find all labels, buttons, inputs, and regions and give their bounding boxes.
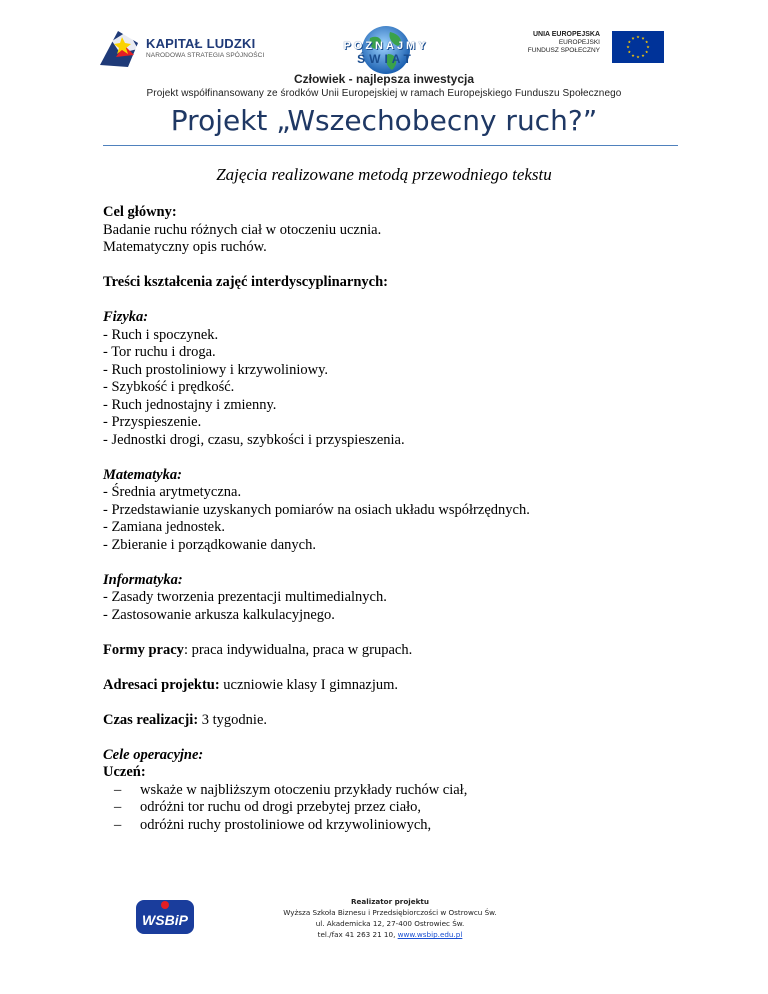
- physics-item: - Jednostki drogi, czasu, szybkości i przyspieszenia.: [103, 431, 405, 448]
- footer-title: Realizator projektu: [351, 897, 429, 906]
- eu-text-block: [500, 31, 600, 55]
- math-label: Matematyka:: [103, 466, 182, 483]
- eu-line-3: FUNDUSZ SPOŁECZNY: [527, 47, 600, 54]
- it-item: - Zasady tworzenia prezentacji multimedialnych.: [103, 589, 387, 605]
- main-goal-label: Cel główny:: [103, 204, 177, 220]
- footer-line-1: Wyższa Szkoła Biznesu i Przedsiębiorczości w Ostrowcu Św.: [283, 908, 497, 917]
- swiat-text: ŚWIAT: [357, 52, 415, 66]
- kapital-ludzki-subtitle: NARODOWA STRATEGIA SPÓJNOŚCI: [146, 52, 265, 59]
- main-goal-line: Matematyczny opis ruchów.: [103, 239, 267, 255]
- eu-line-2: EUROPEJSKI: [558, 39, 600, 46]
- addressees-value: uczniowie klasy I gimnazjum.: [219, 676, 399, 693]
- operational-goal-item: [103, 782, 683, 800]
- eu-line-1: UNIA EUROPEJSKA: [532, 31, 600, 38]
- duration-label: Czas realizacji:: [103, 711, 199, 728]
- footer-line-3: [240, 929, 540, 940]
- operational-goal-item: [103, 799, 683, 817]
- it-item: - Zastosowanie arkusza kalkulacyjnego.: [103, 606, 335, 623]
- content-heading: Treści kształcenia zajęć interdyscyplinarnych:: [103, 274, 388, 290]
- document-title: Projekt „Wszechobecny ruch?”: [170, 104, 598, 137]
- operational-goal-item: [103, 817, 683, 835]
- duration: [103, 712, 683, 730]
- tagline: Człowiek - najlepsza inwestycja: [293, 72, 475, 86]
- dash-bullet: –: [114, 781, 122, 798]
- document-body: [103, 204, 683, 834]
- footer-phone: tel./fax 41 263 21 10,: [317, 930, 398, 939]
- it-label: Informatyka:: [103, 571, 183, 588]
- operational-goals-label: Cele operacyjne:: [103, 746, 204, 763]
- physics-label: Fizyka:: [103, 309, 149, 325]
- physics-item: - Szybkość i prędkość.: [103, 379, 235, 395]
- dash-bullet: –: [114, 799, 122, 815]
- physics-item: - Ruch jednostajny i zmienny.: [103, 396, 277, 413]
- wsbip-logo: [134, 896, 196, 938]
- addressees: [103, 677, 683, 695]
- poznajmy-text: POZNAJMY: [343, 40, 429, 52]
- wsbip-logo-text: WSBiP: [142, 912, 188, 928]
- physics-item: - Ruch prostoliniowy i krzywoliniowy.: [103, 361, 328, 378]
- addressees-label: Adresaci projektu:: [103, 676, 220, 693]
- document-subtitle: Zajęcia realizowane metodą przewodniego tekstu: [216, 165, 552, 184]
- cofinance-note: Projekt współfinansowany ze środków Unii Europejskiej w ramach Europejskiego Funduszu Społecznego: [146, 88, 622, 99]
- math-item: - Zbieranie i porządkowanie danych.: [103, 536, 316, 553]
- math-item: - Zamiana jednostek.: [103, 519, 225, 535]
- operational-goal-text: odróżni tor ruchu od drogi przebytej przez ciało,: [140, 799, 422, 815]
- work-forms-label: Formy pracy: [103, 641, 184, 658]
- main-goal-line: Badanie ruchu różnych ciał w otoczeniu ucznia.: [103, 221, 382, 238]
- footer-website-link[interactable]: www.wsbip.edu.pl: [397, 930, 463, 939]
- eu-flag-icon: [612, 31, 664, 63]
- math-item: - Średnia arytmetyczna.: [103, 484, 242, 500]
- work-forms: [103, 642, 683, 660]
- operational-goal-text: wskaże w najbliższym otoczeniu przykłady ruchów ciał,: [140, 781, 468, 798]
- kapital-ludzki-title: KAPITAŁ LUDZKI: [146, 36, 256, 51]
- math-item: - Przedstawianie uzyskanych pomiarów na osiach układu współrzędnych.: [103, 501, 530, 518]
- operational-goal-text: odróżni ruchy prostoliniowe od krzywoliniowych,: [140, 816, 432, 833]
- work-forms-value: : praca indywidualna, praca w grupach.: [183, 641, 413, 658]
- footer-line-2: ul. Akademicka 12, 27-400 Ostrowiec Św.: [315, 919, 465, 928]
- footer-info: [240, 896, 540, 940]
- dash-bullet: –: [114, 816, 122, 833]
- student-label: Uczeń:: [103, 764, 146, 780]
- title-underline: [103, 145, 678, 146]
- physics-item: - Tor ruchu i droga.: [103, 344, 216, 360]
- physics-item: - Przyspieszenie.: [103, 414, 202, 430]
- physics-item: - Ruch i spoczynek.: [103, 326, 219, 343]
- duration-value: 3 tygodnie.: [198, 711, 268, 728]
